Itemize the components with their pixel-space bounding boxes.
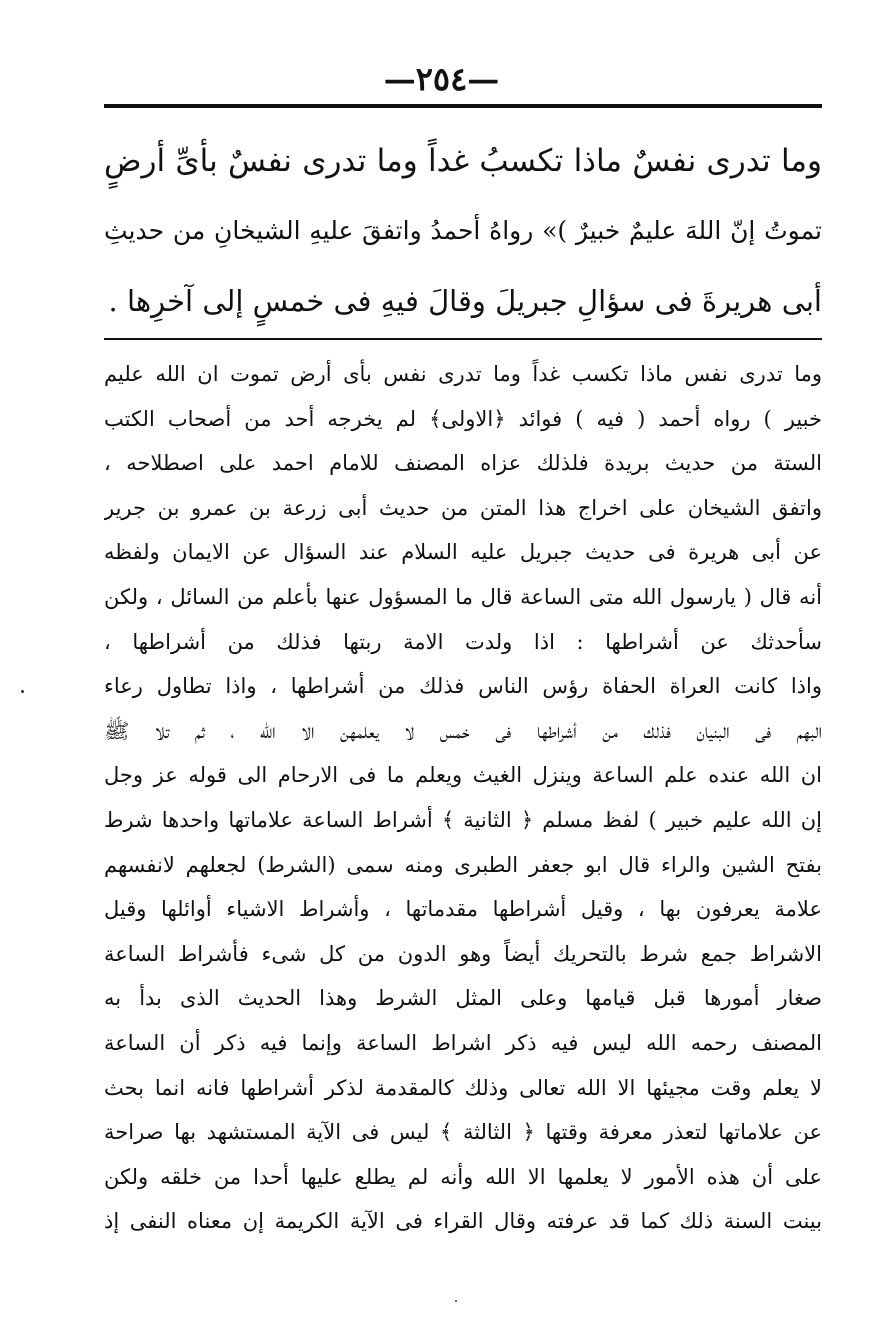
scan-speck — [21, 690, 24, 693]
main-text-line: أبى هريرةَ فى سؤالِ جبريلَ وقالَ فيهِ فى خمسٍ إلى آخرِها . — [108, 284, 822, 318]
commentary-line: عن أبى هريرة فى حديث جبريل عليه السلام عند السؤال عن الايمان ولفظه — [104, 540, 822, 565]
commentary-line: عن علاماتها لتعذر معرفة وقتها ﴿ الثالثة ﴾ ليس فى الآية المستشهد بها صراحة — [104, 1120, 822, 1145]
commentary-line: البهم فى البنيان فذلك من أشراطها فى خمس لا يعلمهن الا الله ، ثم تلا ﷺ — [104, 718, 822, 743]
commentary-line: خبير ) رواه أحمد ( فيه ) فوائد ﴿الاولى﴾ لم يخرجه أحد من أصحاب الكتب — [104, 406, 822, 431]
commentary-line: علامة يعرفون بها ، وقيل أشراطها مقدماتها ، وأشراط الاشياء أوائلها وقيل — [104, 897, 822, 922]
commentary-line: الاشراط جمع شرط بالتحريك أيضاً وهو الدون من كل شىء فأشراط الساعة — [104, 941, 822, 966]
commentary-line: بينت السنة ذلك كما قد عرفته وقال القراء فى الآية الكريمة إن معناه النفى إذ — [104, 1209, 822, 1234]
commentary-line: واتفق الشيخان على اخراج هذا المتن من حديث أبى زرعة بن عمرو بن جرير — [104, 495, 822, 520]
commentary-line: على أن هذه الأمور لا يعلمها الا الله وأنه لم يطلع عليها أحدا من خلقه ولكن — [104, 1164, 822, 1189]
main-text-line: تموتُ إنّ اللهَ عليمٌ خبيرٌ )» رواهُ أحمدُ واتفقَ عليهِ الشيخانِ من حديثِ — [104, 216, 822, 245]
commentary-line: ان الله عنده علم الساعة وينزل الغيث ويعلم ما فى الارحام الى قوله عز وجل — [104, 763, 822, 788]
commentary-line: لا يعلم وقت مجيئها الا الله تعالى وذلك كالمقدمة لذكر أشراطها فانه انما بحث — [104, 1075, 822, 1100]
commentary — [104, 352, 822, 1244]
commentary-line: بفتح الشين والراء قال ابو جعفر الطبرى ومنه سمى (الشرط) لجعلهم لانفسهم — [104, 852, 822, 877]
main-text — [104, 126, 822, 336]
commentary-line: سأحدثك عن أشراطها : اذا ولدت الامة ربتها فذلك من أشراطها ، — [104, 629, 822, 654]
main-text-line: وما تدرى نفسٌ ماذا تكسبُ غداً وما تدرى نفسٌ بأىِّ أرضٍ — [104, 143, 822, 179]
page-number: —٢٥٤— — [383, 60, 500, 98]
commentary-line: واذا كانت العراة الحفاة رؤس الناس فذلك من أشراطها ، واذا تطاول رعاء — [104, 674, 822, 699]
scan-speck — [455, 1300, 457, 1302]
commentary-line: أنه قال ( يارسول الله متى الساعة قال ما المسؤول عنها بأعلم من السائل ، ولكن — [104, 584, 822, 609]
commentary-line: وما تدرى نفس ماذا تكسب غداً وما تدرى نفس بأى أرض تموت ان الله عليم — [104, 362, 822, 386]
commentary-line: المصنف رحمه الله ليس فيه ذكر اشراط الساعة وإنما فيه ذكر أن الساعة — [104, 1030, 822, 1055]
section-divider — [104, 338, 822, 340]
commentary-line: إن الله عليم خبير ) لفظ مسلم ﴿ الثانية ﴾ أشراط الساعة علاماتها واحدها شرط — [104, 807, 822, 832]
header-rule — [104, 104, 822, 108]
commentary-line: صغار أمورها قبل قيامها وعلى المثل الشرط وهذا الحديث الذى بدأ به — [104, 986, 822, 1011]
commentary-line: الستة من حديث بريدة فلذلك عزاه المصنف للامام احمد على اصطلاحه ، — [104, 451, 822, 476]
